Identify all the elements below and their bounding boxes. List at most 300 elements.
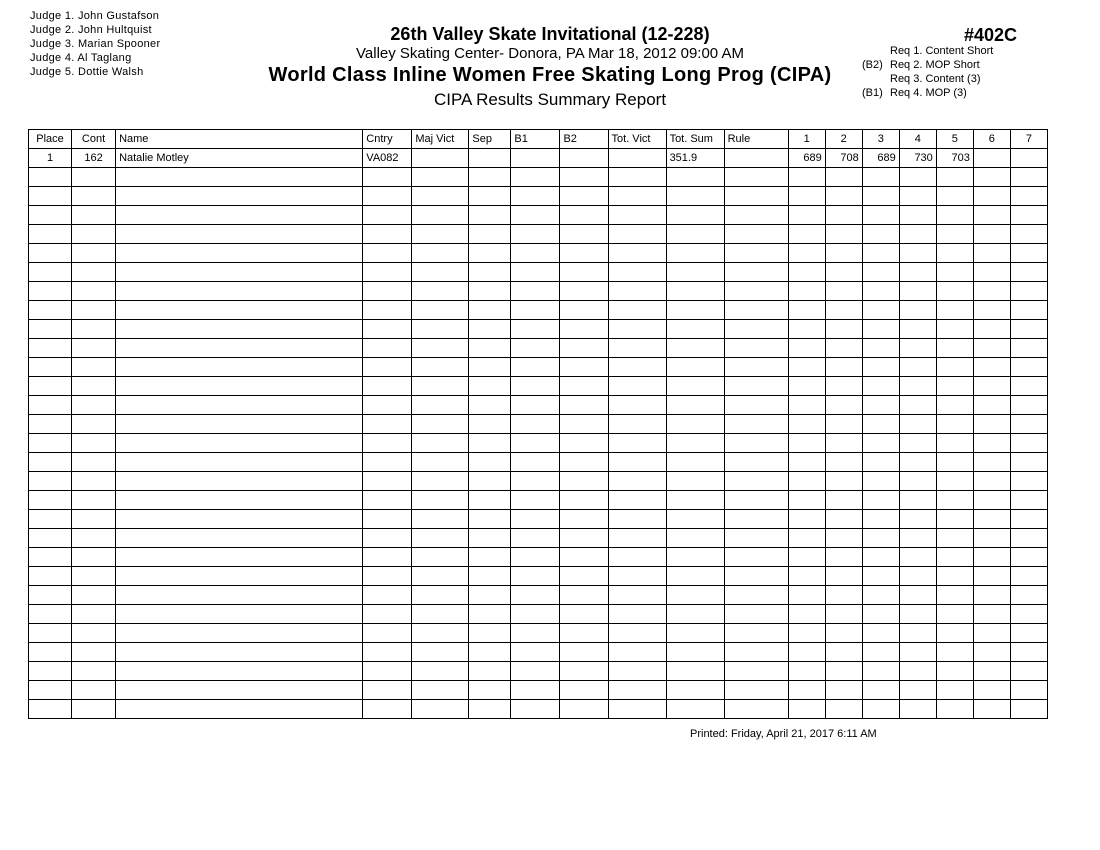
table-row xyxy=(29,282,1048,301)
table-cell xyxy=(788,396,825,415)
requirements-list xyxy=(862,44,993,100)
table-cell xyxy=(511,377,560,396)
column-header: 7 xyxy=(1010,130,1047,149)
table-cell xyxy=(72,567,116,586)
table-cell xyxy=(899,681,936,700)
table-cell xyxy=(724,282,788,301)
table-cell xyxy=(363,339,412,358)
table-cell xyxy=(862,491,899,510)
table-cell xyxy=(469,510,511,529)
table-cell xyxy=(29,377,72,396)
table-cell xyxy=(666,453,724,472)
table-cell xyxy=(29,700,72,719)
table-cell xyxy=(825,187,862,206)
table-cell xyxy=(724,700,788,719)
table-cell xyxy=(788,510,825,529)
table-cell xyxy=(1010,434,1047,453)
judge-entry: Judge 2. John Hultquist xyxy=(30,24,152,36)
table-cell xyxy=(862,263,899,282)
table-cell xyxy=(899,339,936,358)
table-cell xyxy=(1010,187,1047,206)
table-cell xyxy=(666,263,724,282)
table-cell xyxy=(29,301,72,320)
table-cell xyxy=(363,529,412,548)
table-cell xyxy=(936,396,973,415)
table-cell xyxy=(899,320,936,339)
table-cell xyxy=(511,434,560,453)
table-cell xyxy=(666,244,724,263)
table-cell xyxy=(116,396,363,415)
table-cell xyxy=(973,434,1010,453)
table-cell xyxy=(72,282,116,301)
table-cell xyxy=(560,415,608,434)
table-row xyxy=(29,358,1048,377)
table-cell xyxy=(899,244,936,263)
table-row xyxy=(29,225,1048,244)
table-cell xyxy=(560,187,608,206)
table-cell xyxy=(936,225,973,244)
table-row xyxy=(29,681,1048,700)
table-cell xyxy=(412,643,469,662)
column-header: Cont xyxy=(72,130,116,149)
table-cell xyxy=(1010,282,1047,301)
table-cell xyxy=(724,472,788,491)
table-cell xyxy=(666,396,724,415)
table-cell xyxy=(412,339,469,358)
table-cell xyxy=(29,605,72,624)
requirement-tiebreak: (B2) xyxy=(862,59,883,71)
table-cell xyxy=(608,567,666,586)
table-cell xyxy=(788,472,825,491)
table-cell xyxy=(511,415,560,434)
table-cell xyxy=(116,662,363,681)
table-cell xyxy=(1010,339,1047,358)
table-cell xyxy=(363,301,412,320)
table-cell xyxy=(666,567,724,586)
table-cell xyxy=(825,301,862,320)
table-cell xyxy=(936,586,973,605)
table-cell xyxy=(608,434,666,453)
table-cell xyxy=(788,301,825,320)
table-cell xyxy=(412,415,469,434)
table-cell xyxy=(560,662,608,681)
table-cell xyxy=(788,681,825,700)
table-cell xyxy=(666,643,724,662)
table-cell xyxy=(724,149,788,168)
table-cell xyxy=(560,510,608,529)
table-cell xyxy=(116,206,363,225)
table-cell xyxy=(724,225,788,244)
table-cell xyxy=(29,510,72,529)
table-cell xyxy=(973,453,1010,472)
table-row xyxy=(29,700,1048,719)
printed-timestamp: Printed: Friday, April 21, 2017 6:11 AM xyxy=(690,728,877,740)
table-cell xyxy=(511,681,560,700)
table-cell xyxy=(469,434,511,453)
table-cell xyxy=(666,358,724,377)
table-cell xyxy=(116,358,363,377)
table-cell xyxy=(862,282,899,301)
table-cell xyxy=(72,624,116,643)
table-cell xyxy=(724,263,788,282)
table-cell xyxy=(825,548,862,567)
table-cell xyxy=(469,472,511,491)
table-cell xyxy=(666,206,724,225)
results-table xyxy=(28,129,1048,719)
table-cell xyxy=(608,529,666,548)
table-cell xyxy=(899,358,936,377)
table-cell xyxy=(825,396,862,415)
table-cell xyxy=(936,472,973,491)
table-cell xyxy=(363,225,412,244)
table-cell xyxy=(1010,453,1047,472)
table-cell xyxy=(72,339,116,358)
table-cell: 351.9 xyxy=(666,149,724,168)
table-cell xyxy=(363,624,412,643)
table-cell xyxy=(511,149,560,168)
table-cell xyxy=(72,605,116,624)
requirement-entry xyxy=(862,72,993,86)
table-cell xyxy=(72,472,116,491)
table-cell xyxy=(608,377,666,396)
table-cell xyxy=(825,415,862,434)
table-cell xyxy=(724,548,788,567)
table-cell xyxy=(666,282,724,301)
table-cell xyxy=(899,206,936,225)
table-cell xyxy=(608,662,666,681)
table-cell: 703 xyxy=(936,149,973,168)
table-cell xyxy=(469,263,511,282)
table-cell xyxy=(560,377,608,396)
table-cell xyxy=(72,643,116,662)
table-cell xyxy=(363,415,412,434)
table-cell xyxy=(936,453,973,472)
table-cell xyxy=(608,244,666,263)
table-cell xyxy=(936,510,973,529)
table-cell xyxy=(973,149,1010,168)
table-cell xyxy=(825,662,862,681)
table-cell xyxy=(72,301,116,320)
table-cell xyxy=(560,643,608,662)
table-cell xyxy=(862,567,899,586)
table-cell xyxy=(412,529,469,548)
table-cell xyxy=(973,396,1010,415)
table-cell xyxy=(116,624,363,643)
table-cell xyxy=(788,263,825,282)
table-cell xyxy=(1010,301,1047,320)
table-cell xyxy=(511,282,560,301)
table-cell xyxy=(936,263,973,282)
column-header: 3 xyxy=(862,130,899,149)
table-cell xyxy=(412,225,469,244)
table-cell xyxy=(608,396,666,415)
table-row xyxy=(29,149,1048,168)
table-cell xyxy=(936,187,973,206)
requirement-entry xyxy=(862,86,993,100)
table-cell xyxy=(412,320,469,339)
table-row xyxy=(29,510,1048,529)
table-cell xyxy=(608,149,666,168)
table-cell xyxy=(899,700,936,719)
table-cell xyxy=(724,529,788,548)
table-row xyxy=(29,415,1048,434)
table-cell xyxy=(29,168,72,187)
table-cell xyxy=(825,320,862,339)
table-cell xyxy=(973,225,1010,244)
column-header: 6 xyxy=(973,130,1010,149)
table-cell xyxy=(29,282,72,301)
table-cell xyxy=(825,206,862,225)
table-cell xyxy=(899,396,936,415)
table-cell xyxy=(116,339,363,358)
table-cell xyxy=(116,282,363,301)
table-cell xyxy=(862,643,899,662)
table-cell xyxy=(560,225,608,244)
table-cell xyxy=(469,662,511,681)
table-cell xyxy=(560,282,608,301)
table-cell xyxy=(72,700,116,719)
table-cell xyxy=(72,377,116,396)
table-cell xyxy=(825,282,862,301)
table-cell xyxy=(788,358,825,377)
table-cell xyxy=(1010,529,1047,548)
table-cell xyxy=(862,415,899,434)
table-cell xyxy=(363,472,412,491)
table-cell xyxy=(469,700,511,719)
table-cell xyxy=(936,624,973,643)
table-cell xyxy=(899,168,936,187)
column-header: Rule xyxy=(724,130,788,149)
table-cell xyxy=(511,529,560,548)
table-cell xyxy=(1010,377,1047,396)
table-cell xyxy=(72,263,116,282)
table-cell xyxy=(825,339,862,358)
table-cell xyxy=(29,662,72,681)
table-cell xyxy=(825,434,862,453)
table-cell xyxy=(862,662,899,681)
table-cell xyxy=(363,681,412,700)
table-cell xyxy=(825,681,862,700)
table-cell xyxy=(412,548,469,567)
table-cell xyxy=(363,662,412,681)
column-header: 5 xyxy=(936,130,973,149)
table-cell xyxy=(511,586,560,605)
table-cell xyxy=(560,567,608,586)
table-cell xyxy=(825,529,862,548)
table-cell xyxy=(862,548,899,567)
table-cell xyxy=(29,415,72,434)
table-cell xyxy=(511,301,560,320)
table-cell xyxy=(666,434,724,453)
event-title: 26th Valley Skate Invitational (12-228) xyxy=(390,24,710,44)
table-cell xyxy=(511,643,560,662)
table-cell xyxy=(724,244,788,263)
table-cell xyxy=(560,434,608,453)
table-cell xyxy=(973,187,1010,206)
table-cell xyxy=(666,624,724,643)
table-cell xyxy=(724,434,788,453)
table-cell xyxy=(1010,396,1047,415)
table-cell xyxy=(560,624,608,643)
table-cell xyxy=(412,187,469,206)
table-cell xyxy=(724,320,788,339)
table-cell xyxy=(412,567,469,586)
table-cell xyxy=(469,339,511,358)
table-cell xyxy=(862,301,899,320)
table-cell xyxy=(29,396,72,415)
table-cell xyxy=(862,225,899,244)
table-cell xyxy=(788,377,825,396)
table-cell xyxy=(936,377,973,396)
table-cell xyxy=(788,206,825,225)
table-cell xyxy=(788,225,825,244)
table-cell: 162 xyxy=(72,149,116,168)
table-cell xyxy=(560,605,608,624)
table-cell xyxy=(724,358,788,377)
table-cell xyxy=(412,358,469,377)
judge-entry: Judge 3. Marian Spooner xyxy=(30,38,161,50)
requirement-label: Req 2. MOP Short xyxy=(890,59,980,71)
table-cell xyxy=(973,282,1010,301)
table-cell xyxy=(29,339,72,358)
table-cell xyxy=(1010,320,1047,339)
table-cell xyxy=(29,472,72,491)
table-cell xyxy=(862,358,899,377)
table-cell xyxy=(724,396,788,415)
table-cell xyxy=(363,263,412,282)
table-cell xyxy=(666,320,724,339)
judges-list xyxy=(30,9,160,79)
table-cell xyxy=(469,529,511,548)
requirement-tiebreak xyxy=(862,44,890,58)
table-cell xyxy=(608,415,666,434)
table-cell xyxy=(116,491,363,510)
table-cell xyxy=(469,643,511,662)
table-cell xyxy=(973,358,1010,377)
requirement-label: Req 1. Content Short xyxy=(890,45,994,57)
table-cell xyxy=(666,529,724,548)
table-cell xyxy=(666,301,724,320)
table-cell xyxy=(666,472,724,491)
table-cell xyxy=(608,168,666,187)
table-cell xyxy=(973,339,1010,358)
table-cell xyxy=(724,415,788,434)
table-cell xyxy=(560,491,608,510)
table-row xyxy=(29,605,1048,624)
table-cell xyxy=(412,681,469,700)
table-cell xyxy=(469,149,511,168)
table-cell xyxy=(936,567,973,586)
table-cell xyxy=(724,624,788,643)
table-cell xyxy=(899,624,936,643)
table-cell xyxy=(1010,472,1047,491)
table-cell xyxy=(560,548,608,567)
table-cell xyxy=(666,700,724,719)
table-cell xyxy=(412,605,469,624)
table-cell xyxy=(560,396,608,415)
table-cell xyxy=(29,206,72,225)
table-cell xyxy=(363,510,412,529)
table-cell xyxy=(936,206,973,225)
table-cell xyxy=(936,681,973,700)
table-cell xyxy=(363,206,412,225)
table-cell xyxy=(560,149,608,168)
table-cell xyxy=(1010,206,1047,225)
table-cell xyxy=(788,700,825,719)
requirement-label: Req 3. Content (3) xyxy=(890,73,981,85)
table-cell xyxy=(608,301,666,320)
table-cell xyxy=(363,168,412,187)
table-cell xyxy=(29,586,72,605)
table-row xyxy=(29,187,1048,206)
table-cell xyxy=(936,605,973,624)
table-cell xyxy=(899,662,936,681)
table-cell xyxy=(788,548,825,567)
table-cell xyxy=(116,263,363,282)
table-cell xyxy=(899,548,936,567)
table-cell xyxy=(116,453,363,472)
table-cell xyxy=(973,472,1010,491)
table-cell xyxy=(862,700,899,719)
table-cell xyxy=(72,491,116,510)
table-row xyxy=(29,339,1048,358)
table-cell xyxy=(899,263,936,282)
table-cell xyxy=(72,187,116,206)
table-row xyxy=(29,586,1048,605)
table-cell xyxy=(666,586,724,605)
table-cell xyxy=(1010,358,1047,377)
column-header: B1 xyxy=(511,130,560,149)
table-cell xyxy=(862,510,899,529)
table-cell xyxy=(973,567,1010,586)
table-cell xyxy=(724,681,788,700)
table-cell xyxy=(788,567,825,586)
table-cell xyxy=(973,244,1010,263)
table-row xyxy=(29,434,1048,453)
table-cell xyxy=(608,510,666,529)
table-cell xyxy=(1010,567,1047,586)
table-cell xyxy=(899,282,936,301)
table-cell xyxy=(29,491,72,510)
table-cell xyxy=(973,662,1010,681)
table-cell xyxy=(788,643,825,662)
table-cell xyxy=(363,453,412,472)
table-cell xyxy=(469,415,511,434)
table-cell xyxy=(469,396,511,415)
table-cell xyxy=(72,358,116,377)
table-cell xyxy=(825,510,862,529)
table-cell xyxy=(788,662,825,681)
table-header-row xyxy=(29,130,1048,149)
table-cell xyxy=(862,624,899,643)
table-cell xyxy=(936,434,973,453)
table-cell xyxy=(936,358,973,377)
table-row xyxy=(29,206,1048,225)
table-cell xyxy=(825,624,862,643)
table-cell xyxy=(936,320,973,339)
table-cell xyxy=(469,282,511,301)
table-cell xyxy=(666,681,724,700)
table-cell xyxy=(116,320,363,339)
table-cell xyxy=(29,567,72,586)
table-cell xyxy=(666,377,724,396)
table-cell: Natalie Motley xyxy=(116,149,363,168)
table-cell xyxy=(1010,700,1047,719)
table-cell xyxy=(788,187,825,206)
table-cell xyxy=(724,377,788,396)
table-cell xyxy=(724,339,788,358)
table-cell xyxy=(608,453,666,472)
